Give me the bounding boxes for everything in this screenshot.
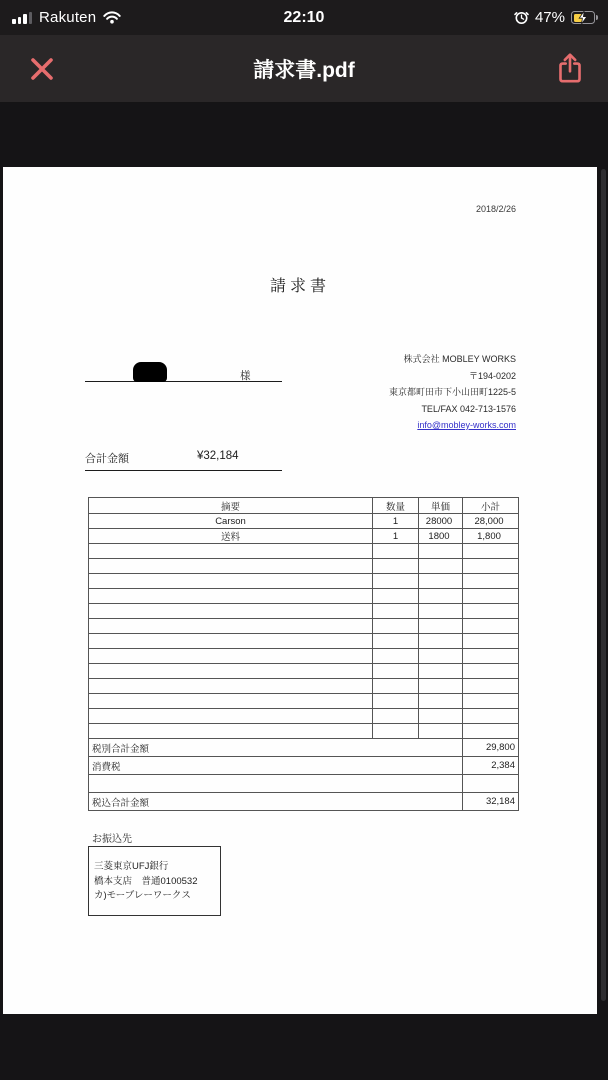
cell-empty <box>373 679 419 694</box>
cell-empty <box>463 694 519 709</box>
header-qty: 数量 <box>373 498 419 514</box>
table-empty-row <box>89 604 519 619</box>
bank-transfer-label: お振込先 <box>92 834 132 845</box>
cell-empty <box>373 649 419 664</box>
cell-empty <box>463 619 519 634</box>
summary-value <box>463 775 519 793</box>
cell-empty <box>373 664 419 679</box>
table-empty-row <box>89 634 519 649</box>
cell-empty <box>89 634 373 649</box>
cell-subtotal: 1,800 <box>463 529 519 544</box>
summary-value: 29,800 <box>463 739 519 757</box>
cellular-signal-icon <box>12 12 32 24</box>
cell-empty <box>373 724 419 739</box>
grand-total <box>85 450 282 471</box>
summary-value: 2,384 <box>463 757 519 775</box>
table-empty-row <box>89 619 519 634</box>
scrollbar[interactable] <box>601 169 606 1001</box>
status-bar <box>0 0 608 35</box>
bank-name: 三菱東京UFJ銀行 <box>94 861 169 872</box>
cell-empty <box>463 574 519 589</box>
status-time: 22:10 <box>283 8 325 26</box>
pdf-page <box>3 167 597 1014</box>
cell-empty <box>463 634 519 649</box>
pdf-viewer[interactable] <box>0 103 608 1080</box>
company-postal-code: 〒194-0202 <box>468 370 516 381</box>
bank-account-holder: カ)モーブレーワークス <box>94 890 191 901</box>
table-empty-row <box>89 724 519 739</box>
summary-row <box>89 757 519 775</box>
bank-branch-account: 橋本支店 普通0100532 <box>94 875 198 887</box>
cell-empty <box>419 664 463 679</box>
cell-empty <box>463 709 519 724</box>
cell-empty <box>419 724 463 739</box>
wifi-icon <box>103 11 121 24</box>
cell-unit-price: 28000 <box>419 514 463 529</box>
document-title: 請求書.pdf <box>253 59 355 82</box>
bank-info-box <box>88 846 221 916</box>
cell-unit-price: 1800 <box>419 529 463 544</box>
table-empty-row <box>89 574 519 589</box>
cell-empty <box>373 634 419 649</box>
cell-subtotal: 28,000 <box>463 514 519 529</box>
cell-empty <box>89 604 373 619</box>
summary-value: 32,184 <box>463 793 519 811</box>
cell-empty <box>373 574 419 589</box>
cell-empty <box>463 589 519 604</box>
table-empty-row <box>89 649 519 664</box>
summary-row <box>89 793 519 811</box>
table-empty-row <box>89 709 519 724</box>
grand-total-value: ¥32,184 <box>197 450 239 462</box>
company-info <box>389 351 516 434</box>
close-button[interactable] <box>6 35 78 103</box>
company-address: 東京都町田市下小山田町1225-5 <box>388 387 516 397</box>
company-email-link[interactable]: info@mobley-works.com <box>417 420 516 430</box>
charging-bolt-icon <box>576 10 590 25</box>
cell-empty <box>419 709 463 724</box>
invoice-items-table <box>88 497 519 811</box>
cell-empty <box>419 589 463 604</box>
company-name: 株式会社 MOBLEY WORKS <box>403 354 516 364</box>
cell-empty <box>419 619 463 634</box>
table-header-row <box>89 498 519 514</box>
cell-empty <box>419 604 463 619</box>
cell-empty <box>89 619 373 634</box>
summary-label: 税込合計金額 <box>89 793 463 811</box>
cell-empty <box>373 619 419 634</box>
summary-row <box>89 739 519 757</box>
table-empty-row <box>89 694 519 709</box>
table-empty-row <box>89 679 519 694</box>
carrier-label: Rakuten <box>39 9 97 26</box>
cell-empty <box>89 664 373 679</box>
header-description: 摘要 <box>89 498 373 514</box>
close-icon <box>25 52 59 86</box>
cell-empty <box>89 589 373 604</box>
cell-empty <box>373 544 419 559</box>
cell-empty <box>419 649 463 664</box>
cell-empty <box>373 559 419 574</box>
table-empty-row <box>89 559 519 574</box>
cell-empty <box>463 544 519 559</box>
cell-description: 送料 <box>89 529 373 544</box>
company-tel-fax: TEL/FAX 042-713-1576 <box>421 403 516 414</box>
table-empty-row <box>89 664 519 679</box>
table-row <box>89 529 519 544</box>
cell-empty <box>463 664 519 679</box>
cell-description: Carson <box>89 514 373 529</box>
cell-empty <box>89 724 373 739</box>
nav-bar <box>0 35 608 103</box>
grand-total-label: 合計金額 <box>85 453 129 465</box>
table-empty-row <box>89 544 519 559</box>
share-icon <box>555 52 585 86</box>
cell-empty <box>89 679 373 694</box>
cell-empty <box>89 574 373 589</box>
cell-empty <box>89 544 373 559</box>
cell-empty <box>419 559 463 574</box>
invoice-title: 請求書 <box>269 278 330 295</box>
battery-charging-icon <box>571 11 598 24</box>
cell-empty <box>373 604 419 619</box>
cell-empty <box>419 679 463 694</box>
cell-empty <box>89 559 373 574</box>
battery-percent-label: 47% <box>534 9 565 26</box>
share-button[interactable] <box>534 35 606 103</box>
cell-empty <box>463 559 519 574</box>
cell-empty <box>373 709 419 724</box>
header-unit-price: 単価 <box>419 498 463 514</box>
cell-empty <box>463 679 519 694</box>
cell-empty <box>463 724 519 739</box>
cell-empty <box>419 544 463 559</box>
table-row <box>89 514 519 529</box>
summary-label <box>89 775 463 793</box>
summary-row <box>89 775 519 793</box>
cell-empty <box>89 709 373 724</box>
cell-empty <box>373 589 419 604</box>
invoice-date: 2018/2/26 <box>475 204 516 214</box>
summary-label: 税別合計金額 <box>89 739 463 757</box>
summary-label: 消費税 <box>89 757 463 775</box>
header-subtotal: 小計 <box>463 498 519 514</box>
cell-qty: 1 <box>373 529 419 544</box>
cell-empty <box>373 694 419 709</box>
cell-empty <box>419 694 463 709</box>
cell-empty <box>419 634 463 649</box>
table-empty-row <box>89 589 519 604</box>
addressee-suffix: 様 <box>240 370 251 382</box>
alarm-clock-icon <box>514 10 529 25</box>
cell-empty <box>463 649 519 664</box>
addressee-line <box>85 362 282 382</box>
cell-qty: 1 <box>373 514 419 529</box>
cell-empty <box>89 649 373 664</box>
redacted-name <box>133 362 167 382</box>
cell-empty <box>89 694 373 709</box>
cell-empty <box>419 574 463 589</box>
cell-empty <box>463 604 519 619</box>
